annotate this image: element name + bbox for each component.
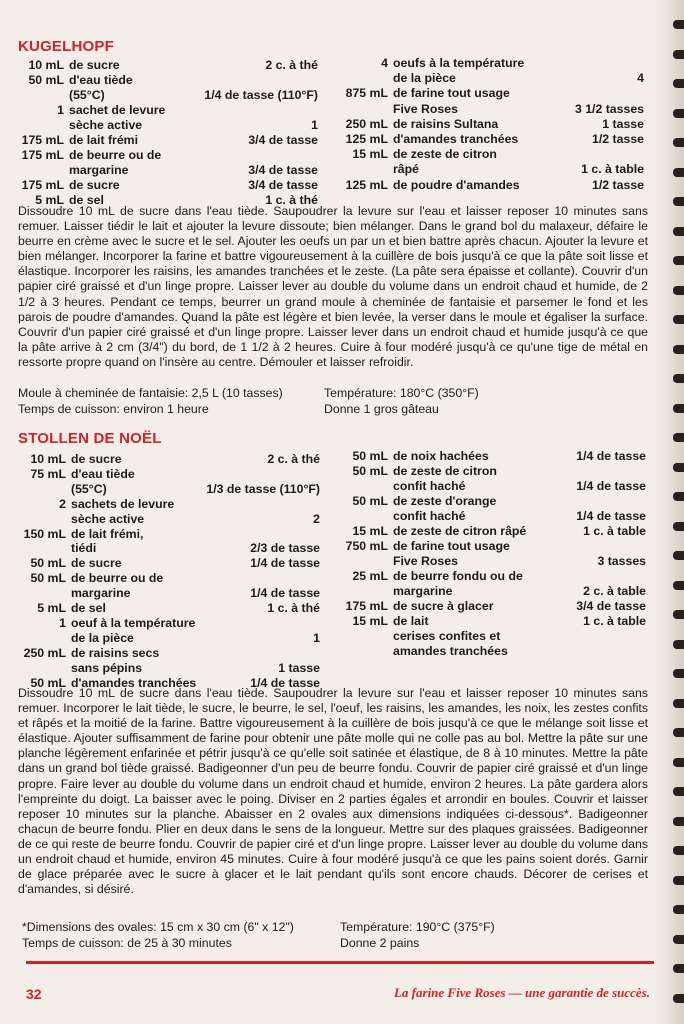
binding-ring <box>673 935 684 944</box>
binding-ring <box>673 876 684 885</box>
ingredient-name: de la pièce <box>393 71 456 86</box>
ingredient-amount: 4 <box>637 71 644 86</box>
ingredient-name: margarine <box>393 584 453 598</box>
ingredient-name: sachets de levure <box>71 496 175 511</box>
ingredient-row <box>18 631 320 646</box>
ingredient-row <box>18 452 320 467</box>
ingredient-name: confit haché <box>393 509 466 523</box>
ingredient-name: margarine <box>71 586 131 601</box>
ingredient-quantity: 2 <box>59 496 66 511</box>
ingredient-name: de beurre ou de <box>71 571 164 586</box>
ingredient-quantity: 50 mL <box>352 449 388 463</box>
ingredient-amount: 2 c. à thé <box>267 452 320 466</box>
binding-ring <box>673 994 684 1003</box>
ingredient-name: de la pièce <box>71 630 134 645</box>
ingredient-name: de sucre <box>69 58 120 72</box>
ingredient-row <box>340 614 646 629</box>
ingredient-amount: 1/2 tasse <box>592 132 644 146</box>
stollen-yield: Donne 2 pains <box>340 936 420 950</box>
binding-ring <box>673 315 684 324</box>
ingredient-name: de lait <box>393 614 429 628</box>
ingredient-quantity: 125 mL <box>345 132 388 146</box>
ingredient-row <box>18 586 320 601</box>
ingredient-row <box>340 162 644 177</box>
ingredient-quantity: 10 mL <box>28 58 64 72</box>
ingredient-quantity: 875 mL <box>345 86 388 101</box>
ingredient-quantity: 50 mL <box>30 556 66 571</box>
ingredient-row <box>340 117 644 132</box>
ingredient-amount: 2 <box>313 511 320 526</box>
ingredient-row <box>18 571 320 586</box>
ingredient-row <box>340 71 644 86</box>
footer-rule <box>26 961 654 964</box>
ingredient-amount: 3/4 de tasse <box>248 163 318 177</box>
ingredient-amount: 1/4 de tasse <box>576 479 646 493</box>
ingredient-quantity: 125 mL <box>345 177 388 192</box>
ingredient-amount: 3 1/2 tasses <box>574 101 644 116</box>
ingredient-amount: 1/4 de tasse (110°F) <box>204 88 318 102</box>
ingredient-amount: 1/3 de tasse (110°F) <box>206 481 320 496</box>
ingredient-row <box>18 646 320 661</box>
ingredient-name: confit haché <box>393 479 466 493</box>
ingredient-quantity: 1 <box>59 615 66 630</box>
kugelhopf-mold: Moule à cheminée de fantaisie: 2,5 L (10 tasses) <box>18 386 283 400</box>
ingredient-name: de raisins secs <box>71 645 160 660</box>
ingredient-row <box>340 494 646 509</box>
ingredient-name: oeuf à la température <box>71 615 196 630</box>
binding-ring <box>673 669 684 678</box>
ingredient-quantity: 5 mL <box>35 193 64 207</box>
ingredient-quantity: 4 <box>381 56 388 70</box>
ingredient-row <box>18 601 320 616</box>
binding-ring <box>673 492 684 501</box>
ingredient-amount: 1 c. à thé <box>267 601 320 615</box>
ingredient-row <box>340 524 646 539</box>
ingredient-row <box>18 482 320 497</box>
binding-ring <box>673 20 684 29</box>
ingredient-quantity: 50 mL <box>30 571 66 586</box>
binding-ring <box>673 787 684 796</box>
binding-ring <box>673 610 684 619</box>
ingredient-name: de zeste de citron <box>393 464 497 478</box>
binding-ring <box>673 79 684 88</box>
ingredient-amount: 1 c. à table <box>583 614 646 628</box>
ingredient-quantity: 50 mL <box>28 73 64 87</box>
ingredient-quantity: 25 mL <box>352 569 388 583</box>
ingredient-name: de zeste d'orange <box>393 494 497 508</box>
footer-slogan: La farine Five Roses — une garantie de succès. <box>393 985 650 1000</box>
ingredient-quantity: 175 mL <box>345 599 388 613</box>
spiral-binding <box>654 0 684 1024</box>
binding-ring <box>673 374 684 383</box>
stollen-dimensions: *Dimensions des ovales: 15 cm x 30 cm (6" x 12") <box>22 920 294 934</box>
ingredient-name: Five Roses <box>393 101 458 116</box>
binding-ring <box>673 138 684 147</box>
ingredient-name: de zeste de citron <box>393 147 497 162</box>
ingredient-name: d'amandes tranchées <box>71 675 197 690</box>
ingredient-row <box>340 554 646 569</box>
ingredient-row <box>18 178 318 193</box>
ingredient-amount: 2 c. à table <box>583 584 646 598</box>
ingredient-row <box>340 178 644 193</box>
ingredient-quantity: 175 mL <box>21 133 64 147</box>
ingredient-name: de farine tout usage <box>393 539 510 553</box>
binding-ring <box>673 758 684 767</box>
ingredient-name: de sucre à glacer <box>393 599 494 613</box>
ingredient-row <box>340 644 646 659</box>
ingredient-name: de sel <box>71 601 106 615</box>
ingredient-name: de beurre fondu ou de <box>393 569 523 583</box>
ingredient-quantity: 50 mL <box>352 494 388 508</box>
ingredient-row <box>340 56 644 71</box>
ingredient-row <box>18 527 320 542</box>
ingredient-row <box>18 541 320 556</box>
ingredient-row <box>18 467 320 482</box>
binding-ring <box>673 728 684 737</box>
ingredient-name: d'eau tiède <box>71 466 135 481</box>
binding-ring <box>673 581 684 590</box>
binding-ring <box>673 50 684 59</box>
ingredient-amount: 1/4 de tasse <box>250 556 320 571</box>
ingredient-row <box>340 464 646 479</box>
ingredient-quantity: 250 mL <box>345 116 388 131</box>
kugelhopf-method: Dissoudre 10 mL de sucre dans l'eau tiède. Saupoudrer la levure sur l'eau et laisser reposer 10 minutes sans remuer. Laisser tiédir le lait et ajouter la levure dissoute; bien mélanger. Dans le grand bol du malaxeur, défaire le beurre en crème avec le sucre et le sel. Ajouter les oeufs un par un et bien battre après chacun. Ajouter la levure et bien mélanger. Incorporer la farine et battre vigoureusement à la cuillère de bois jusqu'à ce que la pâte soit lisse et élastique. Incorporer les raisins, les amandes tranchées et le zeste. (La pâte sera épaisse et collante). Couvrir d'un papier ciré graissé et d'un linge propre. Laisser lever au double du volume dans un endroit chaud et humide, de 2 1/2 à 3 heures. Pendant ce temps, beurrer un grand moule à cheminée de fantaisie et parsemer le fond et les parois de poudre d'amandes. Quand la pâte est légère et bien levée, la verser dans le moule et égaliser la surface. Couvrir d'un papier ciré graissé et d'un linge propre. Laisser lever dans un endroit chaud et humide jusqu'à ce que la pâte arrive à 2 cm (3/4") du bord, de 1 1/2 à 2 heures. Cuire à four modéré jusqu'à ce qu'une tige de métal en ressorte propre quand on l'insère au centre. Démouler et laisser refroidir. <box>18 204 648 369</box>
ingredient-quantity: 10 mL <box>30 452 66 466</box>
ingredient-quantity: 250 mL <box>23 645 66 660</box>
binding-ring <box>673 905 684 914</box>
ingredient-row <box>18 556 320 571</box>
ingredient-quantity: 5 mL <box>37 601 66 615</box>
ingredient-name: de farine tout usage <box>393 86 510 101</box>
kugelhopf-yield: Donne 1 gros gâteau <box>324 402 439 416</box>
kugelhopf-title: KUGELHOPF <box>18 38 114 55</box>
ingredient-quantity: 150 mL <box>23 526 66 541</box>
ingredient-name: sachet de levure <box>69 103 166 117</box>
kugelhopf-time: Temps de cuisson: environ 1 heure <box>18 402 209 416</box>
ingredient-amount: 1/2 tasse <box>592 177 644 192</box>
binding-ring <box>673 846 684 855</box>
ingredient-amount: 1/4 de tasse <box>576 509 646 523</box>
binding-ring <box>673 433 684 442</box>
ingredient-row <box>18 616 320 631</box>
ingredient-name: de beurre ou de <box>69 148 162 162</box>
ingredient-row <box>18 148 318 163</box>
binding-ring <box>673 256 684 265</box>
ingredient-amount: 3/4 de tasse <box>576 599 646 613</box>
ingredient-row <box>18 103 318 118</box>
ingredient-quantity: 15 mL <box>352 524 388 538</box>
ingredient-row <box>18 497 320 512</box>
binding-ring <box>673 817 684 826</box>
ingredient-amount: 1 tasse <box>602 116 644 131</box>
ingredient-row <box>340 599 646 614</box>
ingredient-amount: 2/3 de tasse <box>250 541 320 556</box>
ingredient-row <box>340 449 646 464</box>
binding-ring <box>673 699 684 708</box>
ingredient-amount: 1 c. à thé <box>265 193 318 207</box>
stollen-temperature: Température: 190°C (375°F) <box>340 920 495 934</box>
ingredient-amount: 3/4 de tasse <box>248 133 318 147</box>
ingredient-amount: 1 c. à table <box>581 162 644 177</box>
ingredient-amount: 1/4 de tasse <box>250 586 320 601</box>
binding-ring <box>673 463 684 472</box>
kugelhopf-temperature: Température: 180°C (350°F) <box>324 386 479 400</box>
ingredient-row <box>340 479 646 494</box>
ingredient-row <box>340 569 646 584</box>
ingredient-name: de noix hachées <box>393 449 489 463</box>
stollen-title: STOLLEN DE NOËL <box>18 430 162 447</box>
ingredient-amount: 3 tasses <box>597 554 646 568</box>
binding-ring <box>673 345 684 354</box>
ingredient-row <box>18 88 318 103</box>
ingredient-name: margarine <box>69 163 129 177</box>
ingredient-quantity: 15 mL <box>352 147 388 162</box>
ingredient-name: de lait frémi <box>69 133 139 147</box>
ingredient-amount: 1 tasse <box>278 660 320 675</box>
ingredient-name: cerises confites et <box>393 629 501 643</box>
ingredient-row <box>18 661 320 676</box>
ingredient-row <box>340 629 646 644</box>
binding-ring <box>673 227 684 236</box>
ingredient-name: oeufs à la température <box>393 56 525 70</box>
ingredient-name: de sucre <box>69 178 120 192</box>
ingredient-amount: 3/4 de tasse <box>248 178 318 192</box>
ingredient-row <box>340 102 644 117</box>
ingredient-name: de raisins Sultana <box>393 116 499 131</box>
ingredient-name: sèche active <box>69 118 143 132</box>
binding-ring <box>673 964 684 973</box>
ingredient-amount: 2 c. à thé <box>265 58 318 72</box>
ingredient-quantity: 75 mL <box>30 466 66 481</box>
binding-ring <box>673 109 684 118</box>
ingredient-row <box>18 73 318 88</box>
ingredient-row <box>340 132 644 147</box>
ingredient-quantity: 50 mL <box>30 675 66 690</box>
ingredient-name: tiédi <box>71 541 97 556</box>
ingredient-name: d'eau tiède <box>69 73 133 87</box>
ingredient-name: sèche active <box>71 511 145 526</box>
binding-ring <box>673 197 684 206</box>
ingredient-row <box>18 512 320 527</box>
ingredient-row <box>340 584 646 599</box>
ingredient-amount: 1/4 de tasse <box>250 675 320 690</box>
ingredient-quantity: 1 <box>57 103 64 117</box>
ingredient-name: (55°C) <box>69 88 105 102</box>
ingredient-name: d'amandes tranchées <box>393 132 519 146</box>
ingredient-row <box>18 118 318 133</box>
ingredient-name: de sucre <box>71 556 122 571</box>
stollen-time: Temps de cuisson: de 25 à 30 minutes <box>22 936 232 950</box>
ingredient-row <box>340 509 646 524</box>
binding-ring <box>673 522 684 531</box>
binding-ring <box>673 168 684 177</box>
ingredient-name: amandes tranchées <box>393 644 508 658</box>
stollen-method: Dissoudre 10 mL de sucre dans l'eau tiède. Saupoudrer la levure sur l'eau et laisser reposer 10 minutes sans remuer. Incorporer le lait tiède, le sucre, le beurre, le sel, l'oeuf, les raisins, les amandes, les noix, les zestes confits et râpés et la moitié de la farine. Battre vigoureusement à la cuillère de bois jusqu'à ce que le mélange soit lisse et élastique. Ajouter suffisamment de farine pour obtenir une pâte molle qui ne colle pas au bol. Mettre la pâte sur une planche légèrement enfarinée et pétrir jusqu'à ce qu'elle soit satinée et élastique, de 8 à 10 minutes. Mettre la pâte dans un grand bol tiède graissé. Badigeonner d'un peu de beurre fondu. Couvrir de papier ciré graissé et d'un linge propre. Faire lever au double du volume dans un endroit chaud et humide, environ 2 heures. La pâte gardera alors l'empreinte du doigt. La baisser avec le poing. Diviser en 2 parties égales et arrondir en boules. Couvrir et laisser reposer 10 minutes sur la planche. Abaisser en 2 ovales aux dimensions indiquées ci-dessous*. Badigeonner chacun de beurre fondu. Plier en deux dans le sens de la longueur. Mettre sur des plaques graissées. Badigeonner de ce qui reste de beurre fondu. Couvrir de papier ciré et d'un linge propre. Laisser lever au double du volume dans un endroit chaud et humide, environ 45 minutes. Cuire à four modéré jusqu'à ce que les pains soient dorés. Garnir de glace préparée avec le sucre à glacer et le lait pendant qu'ils sont encore chauds. Décorer de cerises et d'amandes, si désiré. <box>18 686 648 897</box>
ingredient-row <box>340 86 644 101</box>
ingredient-amount: 1 <box>313 630 320 645</box>
ingredient-name: de sucre <box>71 452 122 466</box>
binding-ring <box>673 286 684 295</box>
ingredient-row <box>18 133 318 148</box>
ingredient-quantity: 750 mL <box>345 539 388 553</box>
ingredient-row <box>18 58 318 73</box>
ingredient-row <box>340 147 644 162</box>
ingredient-name: râpé <box>393 162 419 177</box>
binding-ring <box>673 551 684 560</box>
ingredient-name: de sel <box>69 193 104 207</box>
ingredient-name: (55°C) <box>71 481 107 496</box>
ingredient-row <box>340 539 646 554</box>
ingredient-quantity: 175 mL <box>21 148 64 162</box>
page-number: 32 <box>26 986 42 1002</box>
ingredient-amount: 1 c. à table <box>583 524 646 538</box>
ingredient-amount: 1/4 de tasse <box>576 449 646 463</box>
ingredient-row <box>18 163 318 178</box>
ingredient-name: de lait frémi, <box>71 526 144 541</box>
ingredient-quantity: 175 mL <box>21 178 64 192</box>
ingredient-name: de zeste de citron râpé <box>393 524 527 538</box>
binding-ring <box>673 640 684 649</box>
ingredient-name: de poudre d'amandes <box>393 177 520 192</box>
ingredient-quantity: 15 mL <box>352 614 388 628</box>
ingredient-name: Five Roses <box>393 554 458 568</box>
ingredient-name: sans pépins <box>71 660 143 675</box>
ingredient-amount: 1 <box>311 118 318 132</box>
ingredient-quantity: 50 mL <box>352 464 388 478</box>
binding-ring <box>673 404 684 413</box>
